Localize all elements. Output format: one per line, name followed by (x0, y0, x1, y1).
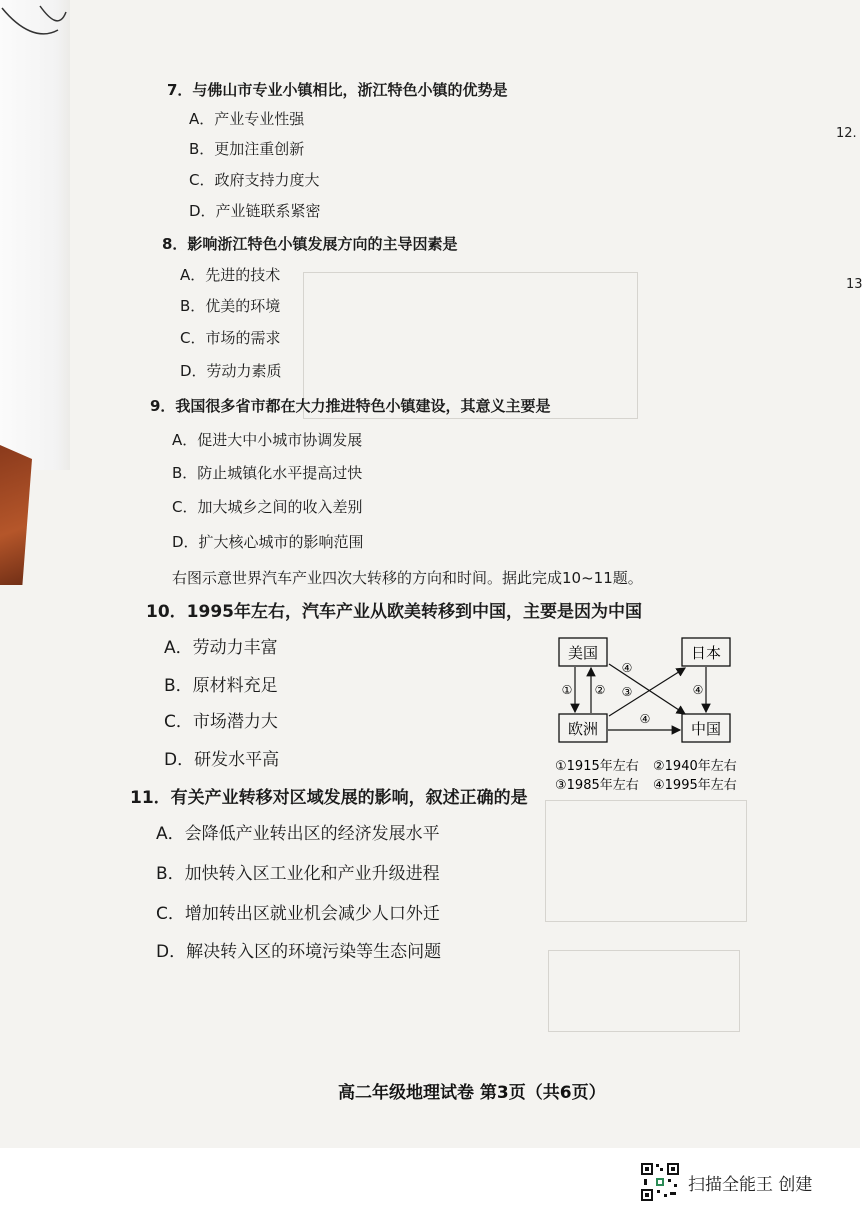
question-stem: 9．我国很多省市都在大力推进特色小镇建设，其意义主要是 (150, 397, 551, 415)
arrow-label-4: ④ (621, 661, 633, 675)
page-edge-shadow (0, 0, 70, 470)
bleed-through-box (545, 800, 747, 922)
bleed-through-box (548, 950, 740, 1032)
question-option: A．劳动力丰富 (164, 638, 278, 658)
question-option: A．产业专业性强 (189, 110, 305, 128)
desk-edge (0, 445, 32, 585)
question-option: A．促进大中小城市协调发展 (172, 431, 363, 449)
question-option: A．先进的技术 (180, 266, 281, 284)
arrow-label-4: ④ (639, 712, 651, 726)
question-option: D．研发水平高 (164, 750, 280, 770)
question-option: C．增加转出区就业机会减少人口外迁 (156, 904, 440, 924)
question-option: D．劳动力素质 (180, 362, 282, 380)
scanner-brand (640, 1160, 812, 1204)
arrow-label-1: ① (561, 683, 573, 697)
question-option: C．市场的需求 (180, 329, 281, 347)
legend-item: ③1985年左右 (555, 778, 639, 793)
question-option: B．原材料充足 (164, 676, 278, 696)
question-option: A．会降低产业转出区的经济发展水平 (156, 824, 440, 844)
arrow-label-2: ② (594, 683, 606, 697)
transfer-diagram (545, 630, 765, 800)
node-japan: 日本 (690, 644, 722, 662)
node-usa: 美国 (567, 644, 599, 662)
arrow-label-4: ④ (692, 683, 704, 697)
question-option: C．市场潜力大 (164, 712, 278, 732)
question-option: D．产业链联系紧密 (189, 202, 321, 220)
question-option: C．加大城乡之间的收入差别 (172, 498, 363, 516)
section-intro: 右图示意世界汽车产业四次大转移的方向和时间。据此完成10~11题。 (172, 569, 643, 587)
question-option: C．政府支持力度大 (189, 171, 320, 189)
question-stem: 10．1995年左右，汽车产业从欧美转移到中国，主要是因为中国 (146, 602, 642, 622)
node-europe: 欧洲 (567, 720, 599, 738)
legend-item: ①1915年左右 (555, 759, 639, 774)
question-option: B．加快转入区工业化和产业升级进程 (156, 864, 440, 884)
pen-mark (0, 0, 80, 60)
page-footer: 高二年级地理试卷 第3页（共6页） (338, 1083, 606, 1103)
question-stem: 7．与佛山市专业小镇相比，浙江特色小镇的优势是 (167, 81, 508, 99)
brand-text: 扫描全能王 创建 (688, 1174, 813, 1195)
question-option: B．优美的环境 (180, 297, 281, 315)
edge-number: 12. (836, 126, 857, 141)
qr-code-icon (640, 1162, 680, 1202)
node-china: 中国 (690, 720, 722, 738)
question-option: B．防止城镇化水平提高过快 (172, 464, 363, 482)
question-stem: 8．影响浙江特色小镇发展方向的主导因素是 (162, 235, 458, 253)
legend-item: ②1940年左右 (653, 759, 737, 774)
question-option: D．扩大核心城市的影响范围 (172, 533, 364, 551)
arrow-label-3: ③ (621, 685, 633, 699)
question-option: B．更加注重创新 (189, 140, 305, 158)
edge-number: 13 (846, 277, 863, 292)
legend-item: ④1995年左右 (653, 778, 737, 793)
question-stem: 11．有关产业转移对区域发展的影响，叙述正确的是 (130, 788, 528, 808)
question-option: D．解决转入区的环境污染等生态问题 (156, 942, 442, 962)
arrow-3 (609, 668, 685, 716)
arrow-4-usa-china (609, 664, 685, 714)
